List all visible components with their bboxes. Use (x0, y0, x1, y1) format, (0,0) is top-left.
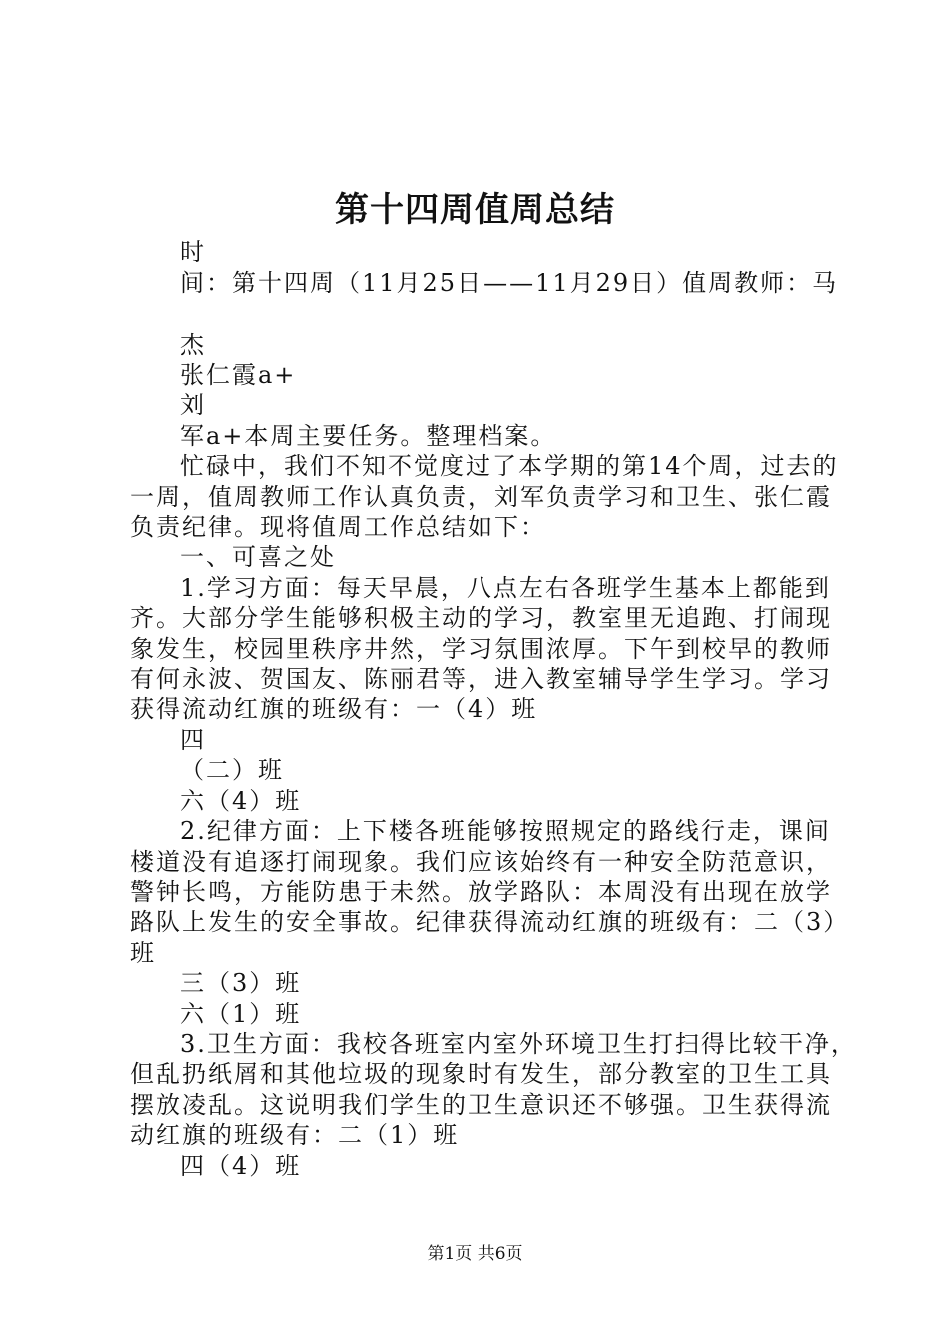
text-line: （二）班 (180, 756, 284, 784)
text-line: 但乱扔纸屑和其他垃圾的现象时有发生，部分教室的卫生工具 (130, 1060, 832, 1088)
text-line: 警钟长鸣，方能防患于未然。放学路队：本周没有出现在放学 (130, 878, 832, 906)
text-line: 忙碌中，我们不知不觉度过了本学期的第14个周，过去的 (180, 452, 839, 480)
text-line: 2.纪律方面：上下楼各班能够按照规定的路线行走，课间 (180, 817, 831, 845)
text-line: 张仁霞a+ (180, 361, 297, 389)
text-line: 时 (180, 238, 206, 266)
page-footer: 第1页 共6页 (427, 1244, 523, 1264)
text-line: 齐。大部分学生能够积极主动的学习，教室里无追跑、打闹现 (130, 604, 832, 632)
text-line: 象发生，校园里秩序井然，学习氛围浓厚。下午到校早的教师 (130, 635, 832, 663)
text-line: 六（4）班 (180, 787, 302, 815)
text-line: 动红旗的班级有：二（1）班 (130, 1121, 460, 1149)
text-line: 楼道没有追逐打闹现象。我们应该始终有一种安全防范意识， (130, 848, 832, 876)
text-line: 有何永波、贺国友、陈丽君等，进入教室辅导学生学习。学习 (130, 665, 832, 693)
section-heading: 一、可喜之处 (180, 543, 336, 571)
text-line: 班 (130, 939, 156, 967)
text-line: 路队上发生的安全事故。纪律获得流动红旗的班级有：二（3） (130, 908, 850, 936)
text-line: 三（3）班 (180, 969, 302, 997)
text-line: 3.卫生方面：我校各班室内室外环境卫生打扫得比较干净， (180, 1030, 857, 1058)
text-line: 摆放凌乱。这说明我们学生的卫生意识还不够强。卫生获得流 (130, 1091, 832, 1119)
text-line: 获得流动红旗的班级有：一（4）班 (130, 695, 538, 723)
text-line: 杰 (180, 331, 206, 359)
text-line: 军a+本周主要任务。整理档案。 (180, 422, 557, 450)
text-line: 四（4）班 (180, 1152, 302, 1180)
text-line: 间：第十四周（11月25日——11月29日）值周教师：马 (180, 269, 839, 297)
text-line: 一周，值周教师工作认真负责，刘军负责学习和卫生、张仁霞 (130, 483, 832, 511)
text-line: 1.学习方面：每天早晨，八点左右各班学生基本上都能到 (180, 574, 831, 602)
text-line: 四 (180, 726, 206, 754)
text-line: 刘 (180, 391, 206, 419)
text-line: 负责纪律。现将值周工作总结如下： (130, 513, 546, 541)
text-line: 六（1）班 (180, 1000, 302, 1028)
page-title: 第十四周值周总结 (335, 190, 615, 230)
